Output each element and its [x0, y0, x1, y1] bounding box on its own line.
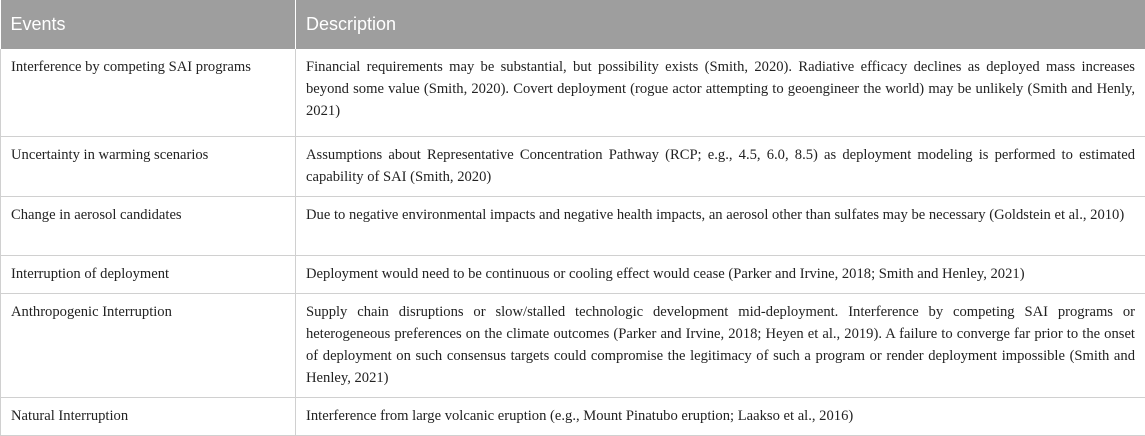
- header-events: Events: [1, 0, 296, 49]
- table-row: [1, 136, 1145, 196]
- description-cell: Financial requirements may be substantial, but possibility exists (Smith, 2020). Radiative efficacy declines as deployed mass increases beyond some value (Smith, 2020). Covert deployment (rogue actor attempting to geoengineer the world) may be unlikely (Smith and Henly, 2021): [296, 49, 1145, 136]
- table-body: [1, 49, 1145, 435]
- description-cell: Deployment would need to be continuous or cooling effect would cease (Parker and Irvine, 2018; Smith and Henley, 2021): [296, 255, 1145, 293]
- event-cell: Natural Interruption: [1, 397, 296, 435]
- table-row: [1, 293, 1145, 397]
- event-cell: Change in aerosol candidates: [1, 196, 296, 255]
- header-row: [1, 0, 1145, 49]
- description-cell: Supply chain disruptions or slow/stalled technologic development mid-deployment. Interference by competing SAI programs or heterogeneous preferences on the climate outcomes (Parker and Irvine, 2018; Heyen et al., 2019). A failure to converge far prior to the onset of deployment on such consensus targets could compromise the legitimacy of such a program or render deployment impossible (Smith and Henley, 2021): [296, 293, 1145, 397]
- event-cell: Interference by competing SAI programs: [1, 49, 296, 136]
- table-header: [1, 0, 1145, 49]
- description-cell: Assumptions about Representative Concentration Pathway (RCP; e.g., 4.5, 6.0, 8.5) as deployment modeling is performed to estimated capability of SAI (Smith, 2020): [296, 136, 1145, 196]
- table-row: [1, 49, 1145, 136]
- event-cell: Anthropogenic Interruption: [1, 293, 296, 397]
- header-description: Description: [296, 0, 1145, 49]
- event-cell: Uncertainty in warming scenarios: [1, 136, 296, 196]
- table-row: [1, 255, 1145, 293]
- description-cell: Due to negative environmental impacts and negative health impacts, an aerosol other than sulfates may be necessary (Goldstein et al., 2010): [296, 196, 1145, 255]
- event-cell: Interruption of deployment: [1, 255, 296, 293]
- table-row: [1, 196, 1145, 255]
- description-cell: Interference from large volcanic eruption (e.g., Mount Pinatubo eruption; Laakso et al., 2016): [296, 397, 1145, 435]
- table-row: [1, 397, 1145, 435]
